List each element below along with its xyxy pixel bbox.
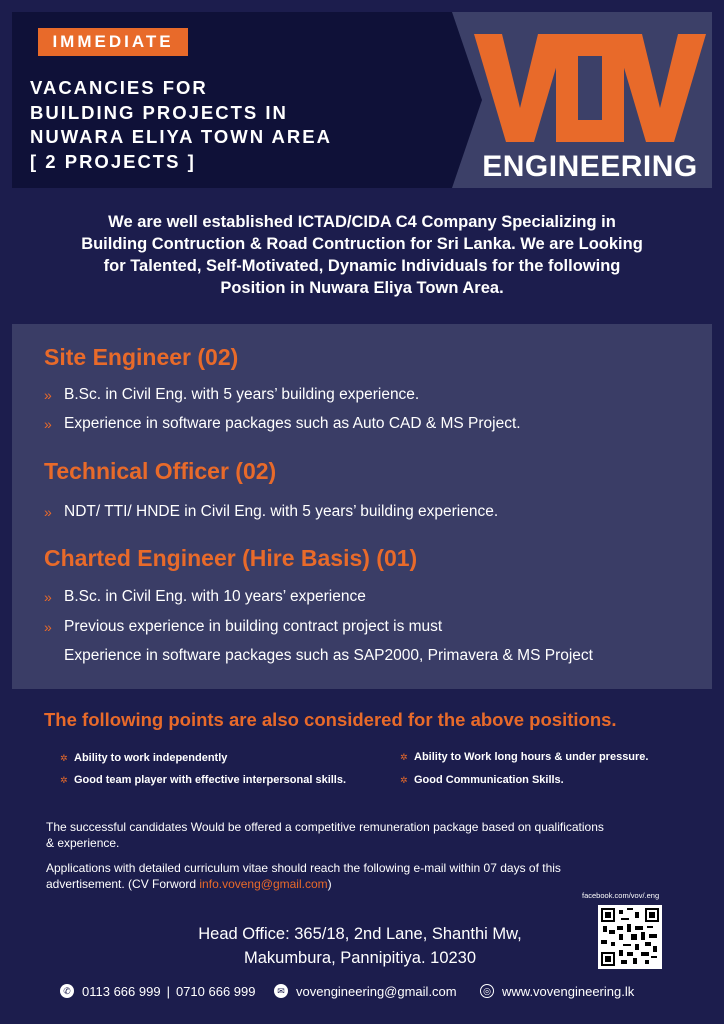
requirement-text: NDT/ TTI/ HNDE in Civil Eng. with 5 years’ building experience. (64, 503, 499, 520)
point-item (400, 751, 649, 763)
requirement-item (44, 386, 419, 404)
point-text: Good Communication Skills. (414, 774, 564, 786)
point-item (60, 774, 346, 786)
vacancy-title-line: NUWARA ELIYA TOWN AREA (30, 126, 332, 147)
remuneration-text (46, 820, 696, 851)
requirement-text: Experience in software packages such as Auto CAD & MS Project. (64, 415, 521, 432)
logo-wordmark: ENGINEERING (482, 150, 698, 183)
positions-panel (12, 324, 712, 689)
header (12, 12, 712, 188)
application-text (46, 861, 696, 892)
requirement-text: Experience in software packages such as SAP2000, Primavera & MS Project (64, 647, 593, 664)
point-item (60, 752, 227, 764)
point-text: Ability to work independently (74, 752, 228, 764)
phone-contact[interactable] (60, 978, 255, 1004)
address-line: Head Office: 365/18, 2nd Lane, Shanthi Mw, (198, 925, 522, 943)
position-title-technical-officer: Technical Officer (02) (44, 458, 277, 484)
vacancy-title-line: BUILDING PROJECTS IN (30, 101, 288, 123)
chevron-right-icon: » (44, 619, 52, 635)
requirement-item (64, 647, 593, 665)
point-item (400, 774, 564, 786)
intro-line: for Talented, Self-Motivated, Dynamic Individuals for the following (103, 257, 621, 275)
globe-icon: ◎ (480, 984, 494, 998)
star-icon: ✲ (60, 752, 68, 763)
requirement-item (44, 588, 366, 606)
intro-line: Building Contruction & Road Contruction for Sri Lanka. We are Looking (81, 235, 643, 253)
requirement-text: B.Sc. in Civil Eng. with 5 years’ building experience. (64, 386, 420, 403)
vacancy-title (30, 76, 450, 174)
phone-number-1: 0113 666 999 (82, 983, 161, 999)
application-suffix: ) (327, 876, 332, 891)
application-prefix: advertisement. (CV Forword (46, 876, 200, 891)
company-intro (40, 211, 684, 299)
requirement-text: Previous experience in building contract project is must (64, 618, 443, 635)
cv-email-link[interactable]: info.voveng@gmail.com (199, 876, 328, 891)
phone-separator: | (166, 983, 170, 999)
star-icon: ✲ (60, 774, 68, 785)
head-office-address (160, 922, 560, 970)
email-icon: ✉ (274, 984, 288, 998)
phone-icon: ✆ (60, 984, 74, 998)
application-line (46, 877, 696, 893)
immediate-badge: IMMEDIATE (38, 28, 188, 56)
company-logo (474, 26, 706, 183)
vacancy-title-line: VACANCIES FOR (30, 77, 208, 98)
chevron-right-icon: » (44, 504, 52, 520)
application-line: Applications with detailed curriculum vitae should reach the following e-mail within 07 days of this (46, 861, 561, 875)
chevron-right-icon: » (44, 589, 52, 605)
phone-number-2: 0710 666 999 (175, 983, 256, 999)
requirement-item (44, 618, 442, 636)
website-contact[interactable] (480, 978, 634, 1004)
website-url: www.vovengineering.lk (502, 983, 635, 999)
point-text: Good team player with effective interpersonal skills. (74, 774, 347, 786)
qr-code-icon[interactable] (598, 905, 662, 969)
qr-code-graphic (601, 908, 659, 966)
also-considered-title: The following points are also considered for the above positions. (44, 709, 617, 730)
vacancy-title-line: [ 2 PROJECTS ] (30, 150, 196, 172)
requirement-item (44, 503, 498, 521)
requirement-item (44, 415, 521, 433)
email-contact[interactable] (274, 978, 457, 1004)
chevron-right-icon: » (44, 416, 52, 432)
remuneration-line: & experience. (46, 835, 120, 850)
star-icon: ✲ (400, 751, 408, 762)
point-text: Ability to Work long hours & under pressure. (414, 751, 649, 763)
email-address: vovengineering@gmail.com (296, 983, 457, 999)
facebook-link[interactable]: facebook.com/vov/.eng (582, 891, 660, 900)
contact-footer (0, 978, 724, 1004)
intro-line: Position in Nuwara Eliya Town Area. (220, 279, 504, 297)
position-title-charted-engineer: Charted Engineer (Hire Basis) (01) (44, 545, 418, 571)
position-title-site-engineer: Site Engineer (02) (44, 344, 239, 370)
requirement-text: B.Sc. in Civil Eng. with 10 years’ experience (64, 588, 366, 605)
star-icon: ✲ (400, 774, 408, 785)
chevron-right-icon: » (44, 387, 52, 403)
vov-logo-mark (474, 26, 706, 148)
address-line: Makumbura, Pannipitiya. 10230 (243, 949, 477, 967)
remuneration-line: The successful candidates Would be offered a competitive remuneration package based on qualifications (46, 820, 604, 834)
intro-line: We are well established ICTAD/CIDA C4 Company Specializing in (108, 213, 616, 231)
